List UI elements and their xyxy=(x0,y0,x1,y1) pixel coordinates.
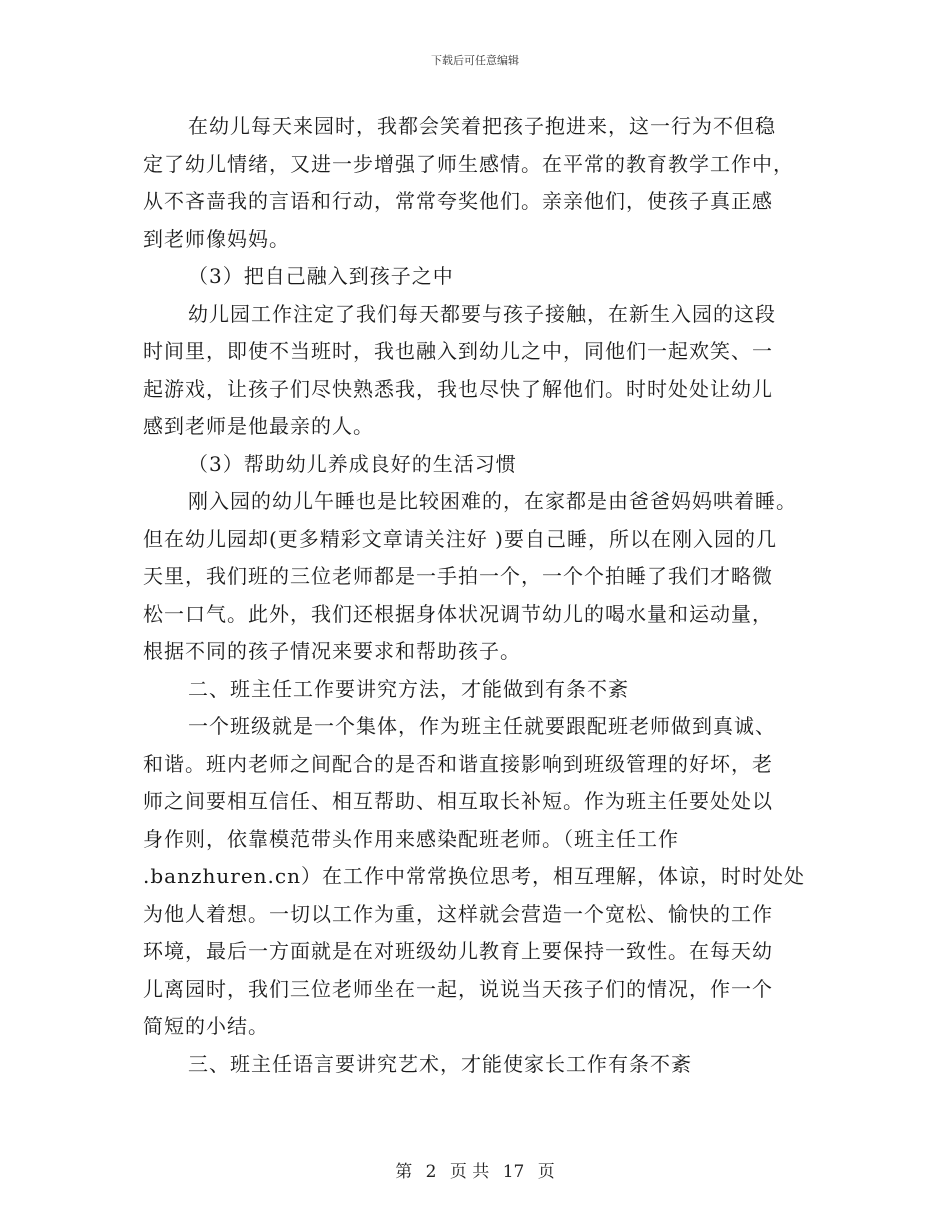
paragraph-line: 环境，最后一方面就是在对班级幼儿教育上要保持一致性。在每天幼 xyxy=(143,939,773,963)
paragraph-line: 从不吝啬我的言语和行动，常常夸奖他们。亲亲他们，使孩子真正感 xyxy=(143,189,773,213)
footer-middle: 页 共 xyxy=(449,1162,490,1182)
paragraph-line: 天里，我们班的三位老师都是一手拍一个，一个个拍睡了我们才略微 xyxy=(143,564,773,588)
paragraph-line: 到老师像妈妈。 xyxy=(143,226,290,251)
paragraph-line: 根据不同的孩子情况来要求和帮助孩子。 xyxy=(143,639,521,663)
paragraph-line: 起游戏，让孩子们尽快熟悉我，我也尽快了解他们。时时处处让幼儿 xyxy=(143,376,773,401)
paragraph-line: 在幼儿每天来园时，我都会笑着把孩子抱进来，这一行为不但稳 xyxy=(188,114,776,138)
paragraph-line: 和谐。班内老师之间配合的是否和谐直接影响到班级管理的好坏，老 xyxy=(143,751,773,776)
page-header: 下载后可任意编辑 xyxy=(431,54,519,67)
footer-prefix: 第 xyxy=(395,1162,413,1182)
paragraph-line: 感到老师是他最亲的人。 xyxy=(143,414,374,438)
section-heading: （3）帮助幼儿养成良好的生活习惯 xyxy=(188,451,517,476)
paragraph-line: 松一口气。此外，我们还根据身体状况调节幼儿的喝水量和运动量， xyxy=(143,601,773,626)
paragraph-line: 时间里，即使不当班时，我也融入到幼儿之中，同他们一起欢笑、一 xyxy=(143,339,773,363)
page-footer xyxy=(0,1157,950,1182)
paragraph-line: 一个班级就是一个集体，作为班主任就要跟配班老师做到真诚、 xyxy=(188,714,776,738)
paragraph-line: .banzhuren.cn）在工作中常常换位思考，相互理解，体谅，时时处处 xyxy=(143,864,805,888)
section-heading: 二、班主任工作要讲究方法，才能做到有条不紊 xyxy=(188,676,629,701)
paragraph-line: 儿离园时，我们三位老师坐在一起，说说当天孩子们的情况，作一个 xyxy=(143,976,773,1001)
total-pages: 17 xyxy=(502,1162,525,1182)
paragraph-line: 为他人着想。一切以工作为重，这样就会营造一个宽松、愉快的工作 xyxy=(143,901,773,926)
section-heading: （3）把自己融入到孩子之中 xyxy=(188,264,454,288)
footer-suffix: 页 xyxy=(537,1162,555,1182)
paragraph-line: 简短的小结。 xyxy=(143,1014,269,1038)
paragraph-line: 刚入园的幼儿午睡也是比较困难的，在家都是由爸爸妈妈哄着睡。 xyxy=(188,489,797,513)
paragraph-line: 身作则，依靠模范带头作用来感染配班老师。（班主任工作 xyxy=(143,826,679,851)
document-body xyxy=(143,108,813,1083)
page-number: 2 xyxy=(425,1162,437,1182)
paragraph-line: 师之间要相互信任、相互帮助、相互取长补短。作为班主任要处处以 xyxy=(143,789,773,813)
paragraph-line: 但在幼儿园却(更多精彩文章请关注好 )要自己睡，所以在刚入园的几 xyxy=(143,526,777,551)
paragraph-line: 幼儿园工作注定了我们每天都要与孩子接触，在新生入园的这段 xyxy=(188,301,776,326)
section-heading: 三、班主任语言要讲究艺术，才能使家长工作有条不紊 xyxy=(188,1051,692,1076)
paragraph-line: 定了幼儿情绪，又进一步增强了师生感情。在平常的教育教学工作中， xyxy=(143,151,794,176)
